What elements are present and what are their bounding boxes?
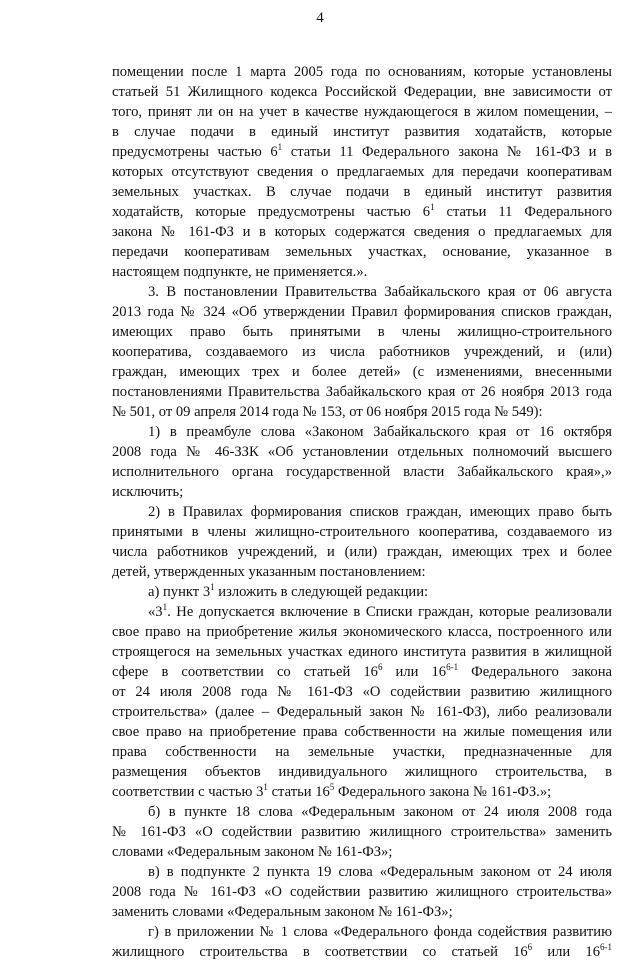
text-fragment: № 501, от 09 апреля 2014 года № 153, от 06 ноября 2015 года № 549): [112,404,543,420]
text-line [112,102,612,122]
text-fragment: сфере в соответствии со статьей 16 [112,664,378,680]
text-line [112,862,612,882]
text-line [112,922,612,942]
text-fragment: или 16 [532,944,600,960]
text-fragment: Федерального закона [458,664,612,680]
text-line [112,522,612,542]
superscript: 5 [329,782,335,792]
text-fragment: статьи 11 Федерального закона № 161-ФЗ и в [282,144,612,160]
text-fragment: в) в подпункте 2 пункта 19 слова «Федеральным законом от 24 июля [148,864,612,880]
text-line [112,262,612,282]
text-line [112,902,612,922]
text-fragment: свое право на приобретение права собственности на жилые помещения или [112,724,612,740]
text-line [112,722,612,742]
text-fragment: исключить; [112,484,184,500]
text-line [112,62,612,82]
text-fragment: словами «Федеральным законом № 161-ФЗ»; [112,844,393,860]
text-line [112,562,612,582]
text-fragment: строящегося на земельных участках единого института развития в жилищной [112,644,612,660]
text-line [112,202,612,222]
superscript: 6-1 [446,662,459,672]
text-fragment: ходатайств, которые предусмотрены частью 6 [112,204,431,220]
text-line [112,502,612,522]
text-line [112,162,612,182]
text-line [112,702,612,722]
text-fragment: 2013 года № 324 «Об утверждении Правил формирования списков граждан, [112,304,612,320]
text-line [112,782,612,802]
text-line [112,442,612,462]
text-fragment: соответствии с частью 3 [112,784,264,800]
text-fragment: статьи 16 [267,784,330,800]
text-line [112,322,612,342]
text-fragment: заменить словами «Федеральным законом № 161-ФЗ»; [112,904,453,920]
text-fragment: Федерального закона № 161-ФЗ.»; [334,784,552,800]
text-line [112,602,612,622]
text-line [112,822,612,842]
text-line [112,182,612,202]
text-fragment: 2008 года № 161-ФЗ «О содействии развитию жилищного строительства» [112,884,612,900]
text-line [112,582,612,602]
superscript: 1 [263,782,268,792]
text-line [112,462,612,482]
text-fragment: того, принят ли он на учет в качестве нуждающегося в жилом помещении, – [112,104,612,120]
text-fragment: которых отсутствуют сведения о предлагаемых для передачи кооперативам [112,164,612,180]
superscript: 6 [527,942,533,952]
text-line [112,802,612,822]
text-line [112,882,612,902]
text-line [112,142,612,162]
text-fragment: . Не допускается включение в Списки граждан, которые реализовали [167,604,612,620]
text-fragment: передачи кооперативам земельных участках, основание, указанное в [112,244,612,260]
text-line [112,422,612,442]
text-fragment: «3 [148,604,163,620]
text-fragment: или 16 [382,664,447,680]
text-fragment: а) пункт 3 [148,584,211,600]
text-fragment: 2008 года № 46-ЗЗК «Об установлении отдельных полномочий высшего [112,444,612,460]
text-fragment: строительства» (далее – Федеральный закон № 161-ФЗ), либо реализовали [112,704,612,720]
text-line [112,742,612,762]
text-fragment: кооператива, создаваемого из числа работников учреждений, и (или) [112,344,612,360]
text-fragment: 1) в преамбуле слова «Законом Забайкальского края от 16 октября [148,424,612,440]
superscript: 6-1 [600,942,612,952]
text-line [112,122,612,142]
text-fragment: настоящем подпункте, не применяется.». [112,264,368,280]
text-fragment: права собственности на земельные участки, предназначенные для [112,744,612,760]
text-line [112,642,612,662]
text-fragment: в случае подачи в единый институт развития ходатайств, которые [112,124,612,140]
text-line [112,662,612,682]
text-fragment: числа работников учреждений, и (или) граждан, имеющих трех и более [112,544,612,560]
text-fragment: 3. В постановлении Правительства Забайкальского края от 06 августа [148,284,612,300]
text-line [112,382,612,402]
superscript: 1 [430,202,435,212]
text-fragment: исполнительного органа государственной власти Забайкальского края»,» [112,464,612,480]
text-fragment: земельных участках. В случае подачи в единый институт развития [112,184,612,200]
text-line [112,482,612,502]
text-line [112,542,612,562]
page-number: 4 [316,10,324,26]
text-line [112,282,612,302]
document-body [112,62,612,962]
text-fragment: детей, утвержденных указанным постановлением: [112,564,426,580]
text-fragment: помещении после 1 марта 2005 года по основаниям, которые установлены [112,64,612,80]
text-fragment: закона № 161-ФЗ и в которых содержатся сведения о предлагаемых для [112,224,612,240]
text-fragment: № 161-ФЗ «О содействии развитию жилищного строительства» заменить [112,824,612,840]
text-fragment: от 24 июля 2008 года № 161-ФЗ «О содействии развитию жилищного [112,684,612,700]
superscript: 1 [162,602,168,612]
text-fragment: изложить в следующей редакции: [214,584,429,600]
text-fragment: б) в пункте 18 слова «Федеральным законом от 24 июля 2008 года [148,804,612,820]
text-line [112,402,612,422]
superscript: 6 [377,662,383,672]
text-fragment: предусмотрены частью 6 [112,144,278,160]
text-line [112,682,612,702]
text-line [112,942,612,962]
text-fragment: имеющих право быть принятыми в члены жилищно-строительного [112,324,612,340]
text-fragment: постановлениями Правительства Забайкальского края от 26 ноября 2013 года [112,384,612,400]
text-line [112,242,612,262]
text-line [112,622,612,642]
text-line [112,842,612,862]
superscript: 1 [277,142,283,152]
text-line [112,82,612,102]
text-fragment: статьей 51 Жилищного кодекса Российской Федерации, вне зависимости от [112,84,612,100]
text-fragment: г) в приложении № 1 слова «Федерального фонда содействия развитию [148,924,612,940]
text-fragment: статьи 11 Федерального [434,204,612,220]
text-fragment: свое право на приобретение жилья экономического класса, построенного или [112,624,612,640]
text-line [112,302,612,322]
text-fragment: размещения объектов индивидуального жилищного строительства, в [112,764,612,780]
superscript: 1 [210,582,215,592]
text-fragment: 2) в Правилах формирования списков граждан, имеющих право быть [148,504,612,520]
text-line [112,342,612,362]
text-line [112,362,612,382]
text-fragment: жилищного строительства в соответствии со статьей 16 [112,944,528,960]
text-line [112,762,612,782]
text-fragment: граждан, имеющих трех и более детей» (с изменениями, внесенными [112,364,612,380]
text-fragment: принятыми в члены жилищно-строительного кооператива, создаваемого из [112,524,612,540]
text-line [112,222,612,242]
